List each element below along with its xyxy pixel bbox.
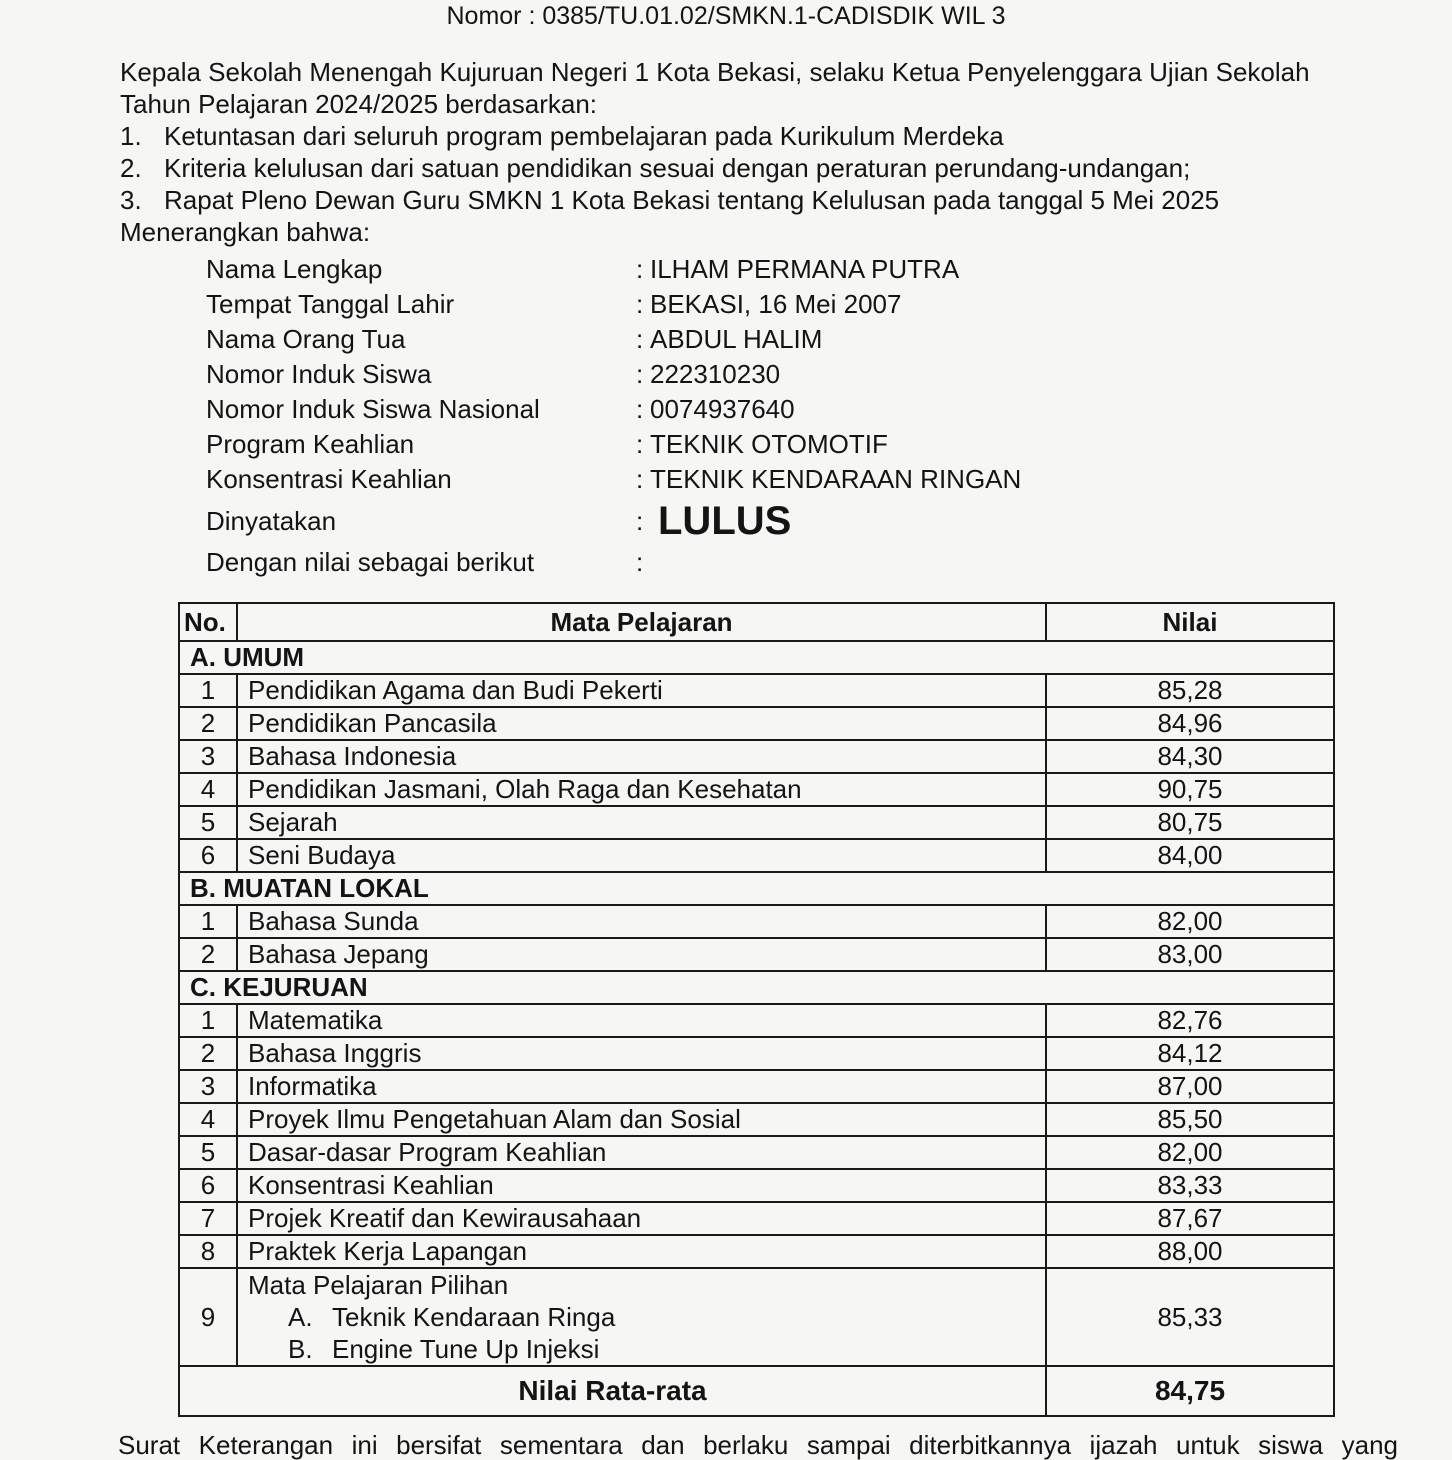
- field-colon: :: [636, 546, 644, 577]
- average-score: 84,75: [1046, 1366, 1334, 1416]
- table-header-row: [179, 603, 1334, 641]
- intro-paragraph: [120, 56, 1380, 248]
- table-row: [179, 1235, 1334, 1268]
- basis-item: [120, 120, 1380, 152]
- table-row: [179, 1103, 1334, 1136]
- field-program: [206, 427, 1206, 462]
- basis-text: Ketuntasan dari seluruh program pembelajaran pada Kurikulum Merdeka: [164, 121, 1004, 151]
- status-value: LULUS: [658, 498, 792, 543]
- row-no: 2: [179, 938, 237, 971]
- header-no: No.: [179, 603, 237, 641]
- field-national-student-id: [206, 392, 1206, 427]
- field-colon: :: [636, 394, 644, 424]
- row-score: 82,00: [1046, 1136, 1334, 1169]
- row-subject: Informatika: [237, 1070, 1046, 1103]
- row-score: 83,00: [1046, 938, 1334, 971]
- row-subject: Bahasa Inggris: [237, 1037, 1046, 1070]
- elective-title: Mata Pelajaran Pilihan: [248, 1270, 509, 1300]
- row-subject: Proyek Ilmu Pengetahuan Alam dan Sosial: [237, 1103, 1046, 1136]
- row-subject: Konsentrasi Keahlian: [237, 1169, 1046, 1202]
- row-score: 83,33: [1046, 1169, 1334, 1202]
- row-subject: Matematika: [237, 1004, 1046, 1037]
- field-colon: :: [636, 505, 644, 536]
- field-value: TEKNIK OTOMOTIF: [650, 429, 888, 459]
- field-full-name: [206, 252, 1206, 287]
- row-subject: Pendidikan Agama dan Budi Pekerti: [237, 674, 1046, 707]
- basis-text: Rapat Pleno Dewan Guru SMKN 1 Kota Bekasi tentang Kelulusan pada tanggal 5 Mei 2025: [164, 185, 1220, 215]
- section-title: B. MUATAN LOKAL: [179, 872, 1334, 905]
- row-no: 3: [179, 740, 237, 773]
- table-row: [179, 1004, 1334, 1037]
- row-no: 9: [179, 1268, 237, 1366]
- table-row: [179, 905, 1334, 938]
- field-status: [206, 499, 1206, 543]
- field-value: ABDUL HALIM: [650, 324, 823, 354]
- basis-list: [120, 120, 1380, 216]
- row-subject: Projek Kreatif dan Kewirausahaan: [237, 1202, 1046, 1235]
- section-row: [179, 641, 1334, 674]
- row-subject: Sejarah: [237, 806, 1046, 839]
- row-subject: Bahasa Sunda: [237, 905, 1046, 938]
- field-value: TEKNIK KENDARAAN RINGAN: [650, 464, 1022, 494]
- row-score: 82,00: [1046, 905, 1334, 938]
- row-subject: Pendidikan Pancasila: [237, 707, 1046, 740]
- row-subject: Praktek Kerja Lapangan: [237, 1235, 1046, 1268]
- elective-row: [179, 1268, 1334, 1366]
- table-row: [179, 1202, 1334, 1235]
- option-text: Teknik Kendaraan Ringa: [332, 1302, 616, 1332]
- row-subject: Bahasa Jepang: [237, 938, 1046, 971]
- section-row: [179, 971, 1334, 1004]
- row-score: 84,96: [1046, 707, 1334, 740]
- row-subject: Pendidikan Jasmani, Olah Raga dan Kesehatan: [237, 773, 1046, 806]
- row-no: 8: [179, 1235, 237, 1268]
- field-label: Nama Orang Tua: [206, 324, 406, 354]
- row-no: 5: [179, 1136, 237, 1169]
- row-no: 4: [179, 1103, 237, 1136]
- row-no: 3: [179, 1070, 237, 1103]
- document-number: Nomor : 0385/TU.01.02/SMKN.1-CADISDIK WIL 3: [446, 2, 1006, 30]
- basis-number: 1.: [120, 121, 142, 151]
- row-no: 1: [179, 674, 237, 707]
- row-score: 80,75: [1046, 806, 1334, 839]
- row-score: 87,00: [1046, 1070, 1334, 1103]
- grades-table: [178, 602, 1335, 1417]
- row-score: 85,28: [1046, 674, 1334, 707]
- field-label: Konsentrasi Keahlian: [206, 464, 452, 494]
- field-colon: :: [636, 464, 644, 494]
- field-value: 222310230: [650, 359, 781, 389]
- table-row: [179, 1037, 1334, 1070]
- table-row: [179, 773, 1334, 806]
- field-colon: :: [636, 429, 644, 459]
- field-label: Dinyatakan: [206, 505, 337, 536]
- section-title: C. KEJURUAN: [179, 971, 1334, 1004]
- row-score: 85,33: [1046, 1268, 1334, 1366]
- field-label: Dengan nilai sebagai berikut: [206, 546, 535, 577]
- average-row: [179, 1366, 1334, 1416]
- row-score: 88,00: [1046, 1235, 1334, 1268]
- intro-line-1: Kepala Sekolah Menengah Kujuruan Negeri 1 Kota Bekasi, selaku Ketua Penyelenggara Ujian Sekolah: [120, 57, 1310, 87]
- basis-item: [120, 184, 1380, 216]
- row-no: 1: [179, 905, 237, 938]
- student-details: [206, 252, 1206, 581]
- field-parent-name: [206, 322, 1206, 357]
- field-birth: [206, 287, 1206, 322]
- header-score: Nilai: [1046, 603, 1334, 641]
- row-no: 2: [179, 707, 237, 740]
- field-colon: :: [636, 324, 644, 354]
- elective-option: [248, 1333, 1035, 1365]
- row-score: 84,30: [1046, 740, 1334, 773]
- table-row: [179, 938, 1334, 971]
- field-value: 0074937640: [650, 394, 795, 424]
- section-title: A. UMUM: [179, 641, 1334, 674]
- row-score: 87,67: [1046, 1202, 1334, 1235]
- table-row: [179, 1169, 1334, 1202]
- field-colon: :: [636, 289, 644, 319]
- field-grades-intro: [206, 543, 1206, 581]
- field-concentration: [206, 462, 1206, 497]
- basis-number: 2.: [120, 153, 142, 183]
- intro-closing: Menerangkan bahwa:: [120, 217, 371, 247]
- row-subject: Dasar-dasar Program Keahlian: [237, 1136, 1046, 1169]
- row-score: 84,00: [1046, 839, 1334, 872]
- row-no: 7: [179, 1202, 237, 1235]
- field-label: Nomor Induk Siswa Nasional: [206, 394, 540, 424]
- row-no: 2: [179, 1037, 237, 1070]
- row-subject: Seni Budaya: [237, 839, 1046, 872]
- average-label: Nilai Rata-rata: [179, 1366, 1046, 1416]
- field-label: Tempat Tanggal Lahir: [206, 289, 455, 319]
- basis-number: 3.: [120, 185, 142, 215]
- table-row: [179, 806, 1334, 839]
- field-colon: :: [636, 359, 644, 389]
- field-colon: :: [636, 254, 644, 284]
- row-score: 82,76: [1046, 1004, 1334, 1037]
- table-row: [179, 839, 1334, 872]
- option-letter: B.: [288, 1334, 313, 1364]
- table-row: [179, 707, 1334, 740]
- row-no: 6: [179, 1169, 237, 1202]
- row-score: 90,75: [1046, 773, 1334, 806]
- option-text: Engine Tune Up Injeksi: [332, 1334, 600, 1364]
- option-letter: A.: [288, 1302, 313, 1332]
- table-row: [179, 740, 1334, 773]
- table-row: [179, 1070, 1334, 1103]
- field-label: Nomor Induk Siswa: [206, 359, 432, 389]
- row-score: 85,50: [1046, 1103, 1334, 1136]
- section-row: [179, 872, 1334, 905]
- row-no: 5: [179, 806, 237, 839]
- footer-note: Surat Keterangan ini bersifat sementara dan berlaku sampai diterbitkannya ijazah untuk siswa yang: [118, 1430, 1398, 1460]
- basis-text: Kriteria kelulusan dari satuan pendidikan sesuai dengan peraturan perundang-undangan;: [164, 153, 1191, 183]
- field-value: BEKASI, 16 Mei 2007: [650, 289, 902, 319]
- row-subject: Bahasa Indonesia: [237, 740, 1046, 773]
- field-student-id: [206, 357, 1206, 392]
- field-value: ILHAM PERMANA PUTRA: [650, 254, 960, 284]
- elective-subject: [237, 1268, 1046, 1366]
- table-row: [179, 1136, 1334, 1169]
- row-score: 84,12: [1046, 1037, 1334, 1070]
- table-row: [179, 674, 1334, 707]
- header-subject: Mata Pelajaran: [237, 603, 1046, 641]
- field-label: Program Keahlian: [206, 429, 415, 459]
- row-no: 6: [179, 839, 237, 872]
- intro-line-2: Tahun Pelajaran 2024/2025 berdasarkan:: [120, 89, 598, 119]
- elective-option: [248, 1301, 1035, 1333]
- row-no: 1: [179, 1004, 237, 1037]
- field-label: Nama Lengkap: [206, 254, 383, 284]
- basis-item: [120, 152, 1380, 184]
- row-no: 4: [179, 773, 237, 806]
